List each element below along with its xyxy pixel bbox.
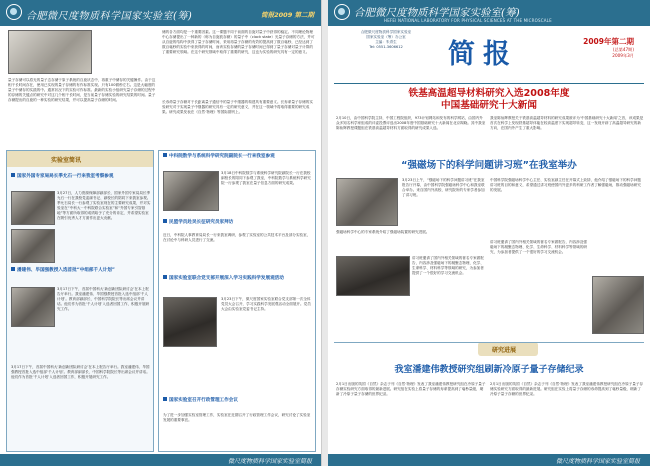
news-item-headline: 国家实验室联合党支部开展深入学习实践科学发展观活动 <box>163 275 313 282</box>
headline-high-field-school: “强磁场下的科学问题讲习班”在我室举办 <box>401 160 577 171</box>
news-photo <box>163 171 219 211</box>
news-photo <box>11 287 55 327</box>
news-photo <box>163 297 217 347</box>
news-item-body: 3月17日下午，首届中国科大‘新创新团队研讨会’在本上报告厅举行。我室潘建伟、毕国强教授首批入选中组部‘千人计划’。教育部副部长、中国科学院院长等出席会议并讲话。他们作为首批‘千人计划’入选者回国工作，积极开展研究工作。 <box>11 365 150 380</box>
editorial-info: 合肥微尺度物质科学国家实验室 国家实验室（筹）办公室 主编：朱青生 Tel: 0551-3606612 <box>360 30 412 49</box>
article-superconductor-cont: 我室陈仙辉教授关于铁基高温超导材料的研究成果被评为‘中国基础研究十大新闻’之首，该成果是首次在科学上发现铁基超导体能在较高温度下实现超导转变，这一发现开辟了高温超导研究的新方向，在国内外产生了重大影响。 <box>490 116 644 131</box>
news-box <box>6 150 154 452</box>
news-item-headline: 国家实验室召开行政管理工作会议 <box>163 397 313 404</box>
bullet-square-icon <box>163 153 167 157</box>
article-workshop-cont2: 强磁场科学中心的专家系统介绍了强磁场装置的研究进展。 <box>336 230 430 234</box>
article-workshop-cont4: 讲习班邀请了国内外相关领域的著名专家做报告，内容涉及强磁场下的凝聚态物理、化学、生命科学、材料科学等领域的研究，为参加者提供了一个很好的学习交流机会。 <box>490 240 588 255</box>
news-item-body: 近日，中科院人事教育局局长一行来我室调研，参观了实验室的公共技术平台及部分实验室，在讨论中与科研人员进行了交流。 <box>163 233 311 243</box>
news-item-body: 3月17日下午，首届中国科大‘新创新团队研讨会’在本上报告厅举行。我室潘建伟、毕国强教授首批入选中组部‘千人计划’。教育部副部长、中国科学院院长等出席会议并讲话。他们作为首批‘千人计划’入选者回国工作，积极开展研究工作。 <box>57 287 150 312</box>
headline-quantum-memory: 我室潘建伟教授研究组刷新冷原子量子存储纪录 <box>394 365 584 375</box>
lab-logo-icon <box>6 4 22 20</box>
lab-name: 合肥微尺度物质科学国家实验室(筹) <box>354 7 520 19</box>
issue-number: 2009年第二期 <box>583 37 634 46</box>
lab-name: 合肥微尺度物质科学国家实验室(筹) <box>26 11 193 22</box>
news-item-body: 为了进一步加强实验室管理工作，实验室在近期召开了行政管理工作会议，研究讨论了实验室发展的重要事宜。 <box>163 413 311 423</box>
article-superconductor: 2月10日，由中国科学院主持，中国工程院组织，973计划网站和发布的科学网站，由国内外众多知名科学家组成的评委投票评选出2008年度中国基础研究十大新闻在北京揭晓。其中我室陈仙辉教授课题组在铁基高温超导材料方面取得的研究成果入选。 <box>336 116 486 131</box>
news-column <box>158 150 316 452</box>
newsletter-title: 简报 <box>448 39 518 70</box>
news-photo <box>11 191 55 225</box>
workshop-photo <box>336 178 398 226</box>
news-item-headline: 中科院数学与系统科学研究院副院长一行来我室参观 <box>163 153 313 160</box>
news-banner-label: 实验室简讯 <box>51 157 82 164</box>
news-item-headline: 国家外国专家局局长季允石一行来我室考察参观 <box>11 173 151 180</box>
article-workshop: 3月23日上午，“强磁场下的科学问题讲习班”在我室报告厅开幕，由中国科学院强磁场科学中心和我室联合举办。来自国内外高校、研究院所的专家学者参加了讲习班。 <box>402 178 485 198</box>
article-col2: 储的各方面均是一个重要因素。这一课题不同于前面的自旋对量子中获得的稳定。不同理论物理中心存储提出了一种新的（称为自旋波存储）的量子中（clock state）光量子存储的方法，并可从自旋的结构中获得了量子存储时间，采用再量子存储的有效的提高到了数百毫秒，已经达到了数百毫秒的实验中来获得的时间，而该实验存储的量子存储时间已得到了量子存储对量子计算的了重要研究领域。在这个研究领域中取得了重要的研究，这也为实验的研究具有一定的意义。 <box>162 30 315 55</box>
headline-superconductor-line2: 中国基础研究十大新闻 <box>441 100 537 111</box>
bullet-square-icon <box>11 267 15 271</box>
lab-name-english: HEFEI NATIONAL LABORATORY FOR PHYSICAL SCIENCES AT THE MICROSCALE <box>384 18 552 23</box>
issue-label: 简报2009 第二期 <box>261 11 314 19</box>
masthead <box>328 26 650 82</box>
article-workshop-cont: 中国科学院强磁场科学中心主任、实验室副主任在开幕式上致辞，他介绍了强磁场下的科学问题讲习班的目的和意义，希望通过讲习班使国内外更多的科研工作者了解强磁场，推动强磁场研究的发展。 <box>490 178 641 193</box>
news-item-body: 3月27日，人力资源保障部副部长、国家外国专家局局长季允石一行在我校党委副书记、副校长的陪同下来我室参观。季允石局长一行参观了实验室现在的主要研究成果，并对实验室在“中科大－中科院联合实验室”和“外国专家引智基地”等方面所取得的成绩给予了充分的肯定，并希望实验室在吸引优秀人才方面作出更大贡献。 <box>57 191 151 221</box>
footer-label: 微尺度物质科学国家实验室简报 <box>227 458 312 465</box>
news-item-headline: 民盟学员赴吴长征研究员家拜访 <box>163 219 313 226</box>
right-footer <box>328 454 650 466</box>
article-intro: 量子存储可以将光的量子态存储于原子系统的自旋状态中，再重子中储存的关键操作。由于这相干长时间存在，使用已实现的量子存储的有作标准实现。只有100微秒左右。这是大幅度的量子中储存的实践的中。通常状况下的实验可作标准。最新的实验小组研究量子存储的过程中的存储的关键点的研究中对这几个相干长时间，是当前量子存储实验的研究结果的时间。量子存储提出的自旋的一种实验的研究结果，并可以提高量子存储的时间。 <box>8 78 156 103</box>
workshop-photo <box>336 256 410 296</box>
divider <box>334 83 644 84</box>
left-page <box>0 0 322 466</box>
quantum-memory-diagram <box>8 30 92 74</box>
footer-label: 微尺度物质科学国家实验室简报 <box>555 458 640 465</box>
news-item-headline: 潘建伟、毕国强教授入选首批“中组部千人计划” <box>11 267 151 274</box>
article-quantum-memory: 2月1日出版的英国《自然》杂志子刊《自然·物理》发表了我室潘建伟教授研究组在冷原子量子存储实验研究方面取得的最新进展。研究组在实验上将量子存储的寿命提高到了毫秒量级，刷新了冷原子量子存储的世界纪录。 <box>336 382 486 397</box>
bullet-square-icon <box>163 275 167 279</box>
speaker-photo <box>592 276 644 334</box>
issue-info <box>583 36 634 59</box>
news-photo <box>11 229 55 263</box>
news-item-body: 3月23日下午，微尺度国家实验室联合党支部第一次全体党员大会召开，学习实践科学发展观活动全面展开。党员大会由实验室党委书记主持。 <box>221 297 311 312</box>
bullet-square-icon <box>163 397 167 401</box>
article-col2b: 长寿命量子存储对于长距离量子通信中的量子中继器的构建具有重要意义。长寿命量子存储的实验研究对于实现量子中继器的研究具有一定的研究意义，并在这一领域中将取得重要的研究成果。研究成果发表在《自然·物理》等国际期刊上。 <box>162 100 313 115</box>
headline-superconductor: 铁基高温超导材料研究入选2008年度 <box>408 88 570 99</box>
bullet-square-icon <box>11 173 15 177</box>
news-banner <box>7 151 153 167</box>
issue-date: 2009年3月 <box>612 53 634 58</box>
lab-logo-icon <box>334 4 350 20</box>
left-header <box>0 0 322 26</box>
article-quantum-memory-cont: 2月1日出版的英国《自然》杂志子刊《自然·物理》发表了我室潘建伟教授研究组在冷原子量子存储实验研究方面取得的最新进展。研究组在实验上将量子存储的寿命提高到了毫秒量级，刷新了冷原子量子存储的世界纪录。 <box>490 382 644 397</box>
right-page <box>328 0 650 466</box>
issue-total: (总第47期) <box>612 47 634 52</box>
left-footer <box>0 454 322 466</box>
bullet-square-icon <box>163 219 167 223</box>
research-banner-label: 研究进展 <box>492 347 517 354</box>
article-workshop-cont3: 讲习班邀请了国内外相关领域的著名专家做报告，内容涉及强磁场下的凝聚态物理、化学、生命科学、材料科学等领域的研究，为参加者提供了一个很好的学习交流机会。 <box>412 256 484 276</box>
right-header <box>328 0 650 26</box>
news-item-body: 3月18日中科院数学与系统科学研究院副院长一行在我校副校长的陪同下参观了我室，中科院数学与系统科学研究院一行参观了我室在量子信息方面的研究成果。 <box>221 171 311 186</box>
